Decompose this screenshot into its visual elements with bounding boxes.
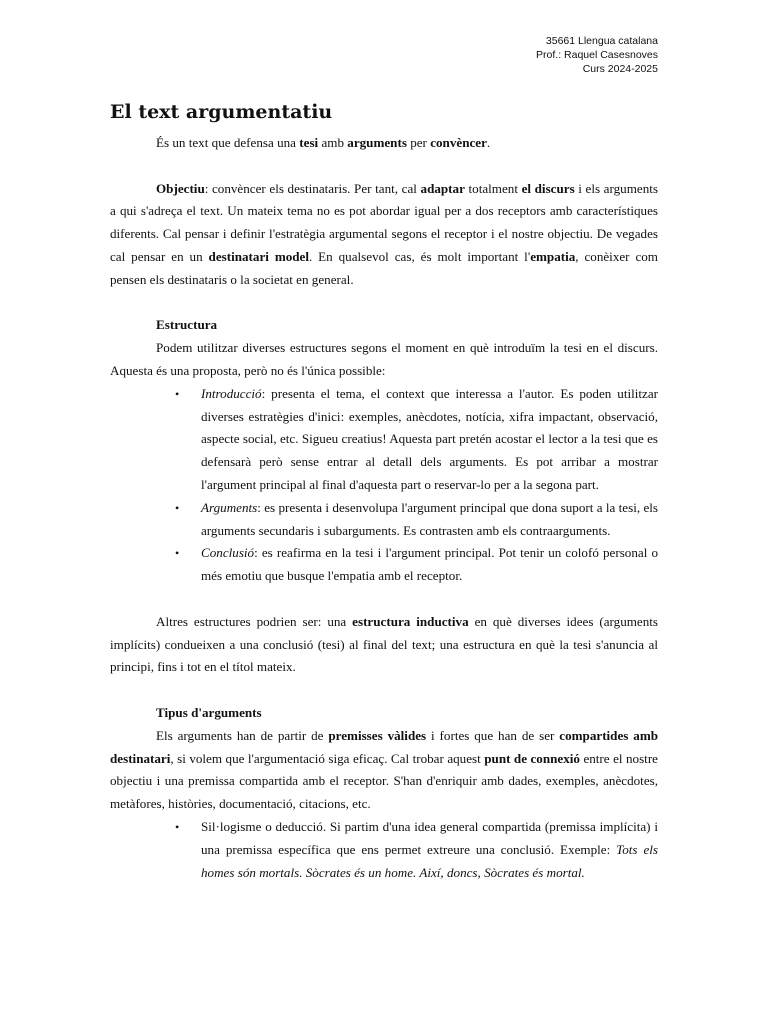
- list-item-text: : es presenta i desenvolupa l'argument principal que dona suport a la tesi, els arguments secundaris i subarguments. Es contrasten amb els contraarguments.: [201, 499, 658, 538]
- definition-bold-tesi: tesi: [299, 135, 319, 150]
- list-item-term: Introducció: [201, 385, 262, 401]
- bullet-icon: •: [175, 819, 180, 834]
- types-text: , si volem que l'argumentació siga eficaç. Cal trobar aquest: [170, 750, 485, 766]
- other-structures-bold: estructura inductiva: [352, 613, 469, 629]
- types-bold: punt de connexió: [484, 750, 580, 766]
- structure-intro: Podem utilitzar diverses estructures segons el moment en què introduïm la tesi en el discurs. Aquesta és una proposta, però no és l'única possible:: [110, 340, 658, 378]
- bullet-icon: •: [175, 500, 180, 515]
- definition-bold-arguments: arguments: [347, 135, 407, 150]
- objective-label: Objectiu: [156, 180, 205, 196]
- spacer: [110, 155, 658, 178]
- header-year: Curs 2024-2025: [582, 63, 658, 75]
- spacer: [110, 679, 658, 702]
- types-text: Els arguments han de partir de: [156, 727, 329, 743]
- types-bold: compartides amb destinatari: [110, 727, 659, 766]
- objective-bold: empatia: [530, 248, 576, 264]
- page-header: [536, 34, 658, 76]
- list-item: [175, 383, 658, 497]
- objective-text: i els arguments a qui s'adreça el text. Un mateix tema no es pot abordar igual per a dos receptors amb característiques diferents. Cal pensar i definir l'estratègia argumental segons el receptor i el nostre objectiu. De vegades cal pensar en un: [110, 180, 658, 264]
- objective-bold: el discurs: [521, 180, 575, 196]
- types-bold: premisses vàlides: [328, 727, 427, 743]
- header-professor: Prof.: Raquel Casesnoves: [536, 49, 658, 61]
- other-structures-paragraph: [110, 611, 658, 679]
- types-list: [110, 816, 658, 884]
- other-structures-text: en què diverses idees (arguments implícits) condueixen a una conclusió (tesi) al final del text; una estructura en què la tesi s'anuncia al principi, fins i tot en el títol mateix.: [110, 613, 659, 675]
- document-body: [110, 132, 658, 884]
- objective-bold: destinatari model: [208, 248, 309, 264]
- objective-paragraph: [110, 178, 658, 292]
- list-item: [175, 542, 658, 588]
- definition-text: .: [486, 135, 491, 150]
- other-structures-text: Altres estructures podrien ser: una: [156, 613, 353, 629]
- definition-text: per: [406, 135, 431, 150]
- header-course: 35661 Llengua catalana: [545, 35, 658, 47]
- types-paragraph: [110, 725, 658, 816]
- list-item-term: Conclusió: [201, 545, 255, 561]
- structure-list: [110, 383, 658, 588]
- objective-bold: adaptar: [420, 180, 465, 196]
- spacer: [110, 292, 658, 315]
- spacer: [110, 588, 658, 611]
- page-title: El text argumentatiu: [110, 101, 333, 123]
- list-item: [175, 497, 658, 543]
- definition-paragraph: [110, 132, 658, 155]
- definition-bold-convencer: convèncer: [430, 135, 487, 150]
- list-item-text: : es reafirma en la tesi i l'argument principal. Pot tenir un colofó personal o més emotiu que busque l'empatia amb el receptor.: [201, 545, 658, 584]
- definition-text: És un text que defensa una: [156, 135, 300, 150]
- list-item-text: Sil·logisme o deducció. Si partim d'una idea general compartida (premissa implícita) i una premissa específica que ens permet extreure una conclusió. Exemple:: [201, 818, 658, 857]
- objective-text: . En qualsevol cas, és molt important l': [309, 248, 531, 264]
- list-item-term: Arguments: [201, 499, 258, 515]
- list-item-text: : presenta el tema, el context que interessa a l'autor. Es poden utilitzar diverses estratègies d'inici: exemples, anècdotes, notícia, xifra impactant, observació, aspecte social, etc. Sigueu creatius! Aquesta part pretén acostar el lector a la tesi que es defensarà però sense entrar al detall dels arguments. Es pot arribar a mostrar l'argument principal al final d'aquesta part o reservar-lo per a la segona part.: [201, 385, 658, 492]
- types-text: i fortes que han de ser: [426, 727, 560, 743]
- bullet-icon: •: [175, 386, 180, 401]
- objective-text: totalment: [464, 180, 522, 196]
- bullet-icon: •: [175, 546, 180, 561]
- structure-heading: Estructura: [156, 317, 218, 333]
- types-text: entre el nostre objectiu i una premissa compartida amb el receptor. S'han d'enriquir amb dades, exemples, anècdotes, metàfores, històries, documentació, citacions, etc.: [110, 750, 658, 812]
- objective-text: : convèncer els destinataris. Per tant, cal: [204, 180, 421, 196]
- list-item: [175, 816, 658, 884]
- list-item-example: Tots els homes són mortals. Sòcrates és un home. Així, doncs, Sòcrates és mortal.: [201, 841, 658, 880]
- objective-text: , conèixer com pensen els destinataris o la societat en general.: [110, 248, 658, 287]
- types-heading: Tipus d'arguments: [156, 704, 262, 720]
- definition-text: amb: [318, 135, 348, 150]
